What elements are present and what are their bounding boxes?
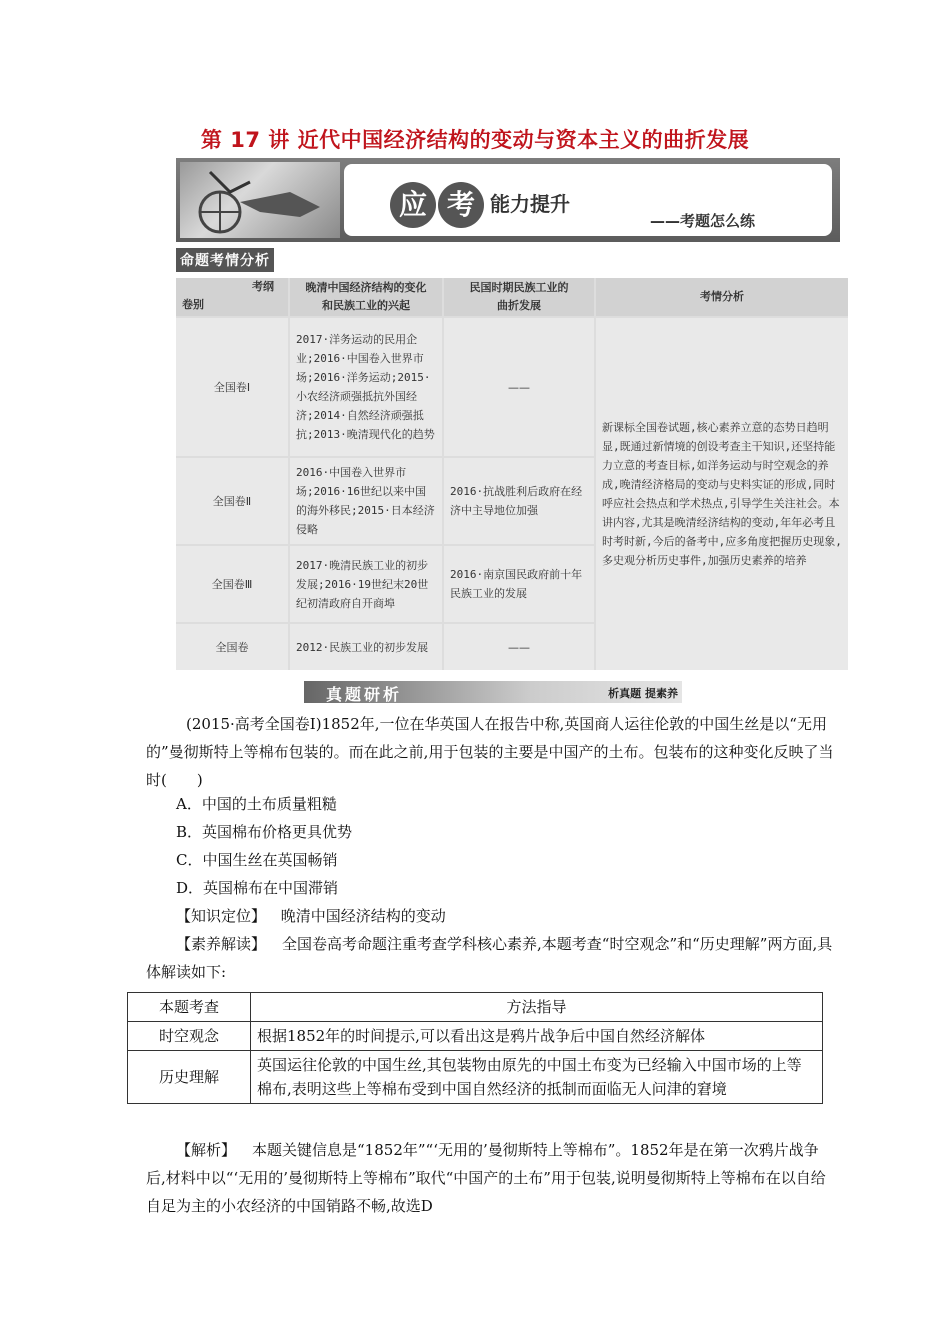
table-corner bbox=[176, 278, 288, 316]
section2-right: 析真题 提素养 bbox=[608, 687, 678, 700]
knowledge-line bbox=[176, 902, 866, 930]
row-name: 全国卷Ⅰ bbox=[176, 318, 288, 456]
analysis-text: 新课标全国卷试题,核心素养立意的态势日趋明显,既通过新情境的创设考查主干知识,还坚持能力立意的考查目标,如洋务运动与时空观念的养成,晚清经济格局的变动与史料实证的形成,同时呼应社会热点和学术热点,引导学生关注社会。本讲内容,尤其是晚清经济结构的变动,年年必考且时考时新,今后的备考中,应多角度把握历史现象,多史观分析历史事件,加强历史素养的培养 bbox=[596, 318, 848, 670]
literacy-paragraph bbox=[146, 930, 836, 986]
row-c1: 2017·晚清民族工业的初步发展;2016·19世纪末20世纪初清政府自开商埠 bbox=[290, 546, 442, 622]
corner-bottom: 卷别 bbox=[182, 298, 204, 311]
option-c: C．中国生丝在英国畅销 bbox=[176, 851, 338, 869]
option-d: D．英国棉布在中国滞销 bbox=[176, 879, 339, 897]
section-label: 命题考情分析 bbox=[176, 248, 274, 272]
row-c2: —— bbox=[444, 624, 594, 670]
banner-heading: 能力提升 bbox=[490, 192, 570, 216]
header-col2: 民国时期民族工业的曲折发展 bbox=[444, 278, 594, 316]
corner-top: 考纲 bbox=[252, 280, 274, 293]
analysis-body: 本题关键信息是“1852年”“‘无用的’曼彻斯特上等棉布”。1852年是在第一次鸦片战争后,材料中以“‘无用的’曼彻斯特上等棉布”取代“中国产的土布”用于包装,说明曼彻斯特上等棉布在以自给自足为主的小农经济的中国销路不畅,故选D bbox=[146, 1141, 826, 1215]
row-c1: 2012·民族工业的初步发展 bbox=[290, 624, 442, 670]
option-b: B．英国棉布价格更具优势 bbox=[176, 823, 353, 841]
row-name: 全国卷 bbox=[176, 624, 288, 670]
section2-label: 真题研析 bbox=[326, 685, 403, 704]
row-c2: 2016·南京国民政府前十年民族工业的发展 bbox=[444, 546, 594, 622]
exam-analysis-table bbox=[176, 278, 848, 670]
method-header-2: 方法指导 bbox=[251, 993, 823, 1022]
method-header-1: 本题考查 bbox=[128, 993, 251, 1022]
section-header-analysis bbox=[176, 248, 840, 270]
row-name: 全国卷Ⅱ bbox=[176, 458, 288, 544]
row-c1: 2016·中国卷入世界市场;2016·16世纪以来中国的海外移民;2015·日本经济侵略 bbox=[290, 458, 442, 544]
literacy-text: 全国卷高考命题注重考查学科核心素养,本题考查“时空观念”和“历史理解”两方面,具体解读如下: bbox=[146, 935, 833, 981]
row-c2: 2016·抗战胜利后政府在经济中主导地位加强 bbox=[444, 458, 594, 544]
row-c1: 2017·洋务运动的民用企业;2016·中国卷入世界市场;2016·洋务运动;2015·小农经济顽强抵抗外国经济;2014·自然经济顽强抵抗;2013·晚清现代化的趋势 bbox=[290, 318, 442, 456]
option-a: A．中国的土布质量粗糙 bbox=[176, 795, 337, 813]
knowledge-label: 【知识定位】 bbox=[176, 907, 267, 925]
method-row-name: 时空观念 bbox=[128, 1022, 251, 1051]
section-header-real-exam bbox=[304, 681, 682, 703]
page-title: 第 17 讲 近代中国经济结构的变动与资本主义的曲折发展 bbox=[200, 128, 750, 152]
analysis-paragraph bbox=[146, 1136, 836, 1220]
method-table bbox=[127, 992, 823, 1104]
banner-char-1: 应 bbox=[390, 182, 436, 228]
banner-subtitle: ——考题怎么练 bbox=[650, 212, 756, 230]
row-name: 全国卷Ⅲ bbox=[176, 546, 288, 622]
method-row-name: 历史理解 bbox=[128, 1051, 251, 1104]
question-stem: (2015·高考全国卷Ⅰ)1852年,一位在华英国人在报告中称,英国商人运往伦敦的中国生丝是以“无用的”曼彻斯特上等棉布包装的。而在此之前,用于包装的主要是中国产的土布。包装布的这种变化反映了当时( ) bbox=[146, 715, 834, 789]
header-col3: 考情分析 bbox=[596, 278, 848, 316]
knowledge-text: 晚清中国经济结构的变动 bbox=[280, 907, 446, 925]
row-c2: —— bbox=[444, 318, 594, 456]
analysis-label: 【解析】 bbox=[176, 1141, 237, 1159]
method-row-text: 英国运往伦敦的中国生丝,其包装物由原先的中国土布变为已经输入中国市场的上等棉布,表明这些上等棉布受到中国自然经济的抵制而面临无人问津的窘境 bbox=[251, 1051, 823, 1104]
literacy-label: 【素养解读】 bbox=[176, 935, 267, 953]
method-row-text: 根据1852年的时间提示,可以看出这是鸦片战争后中国自然经济解体 bbox=[251, 1022, 823, 1051]
banner bbox=[176, 158, 840, 242]
banner-char-2: 考 bbox=[438, 182, 484, 228]
header-col1: 晚清中国经济结构的变化和民族工业的兴起 bbox=[290, 278, 442, 316]
chariot-illustration bbox=[180, 162, 340, 238]
